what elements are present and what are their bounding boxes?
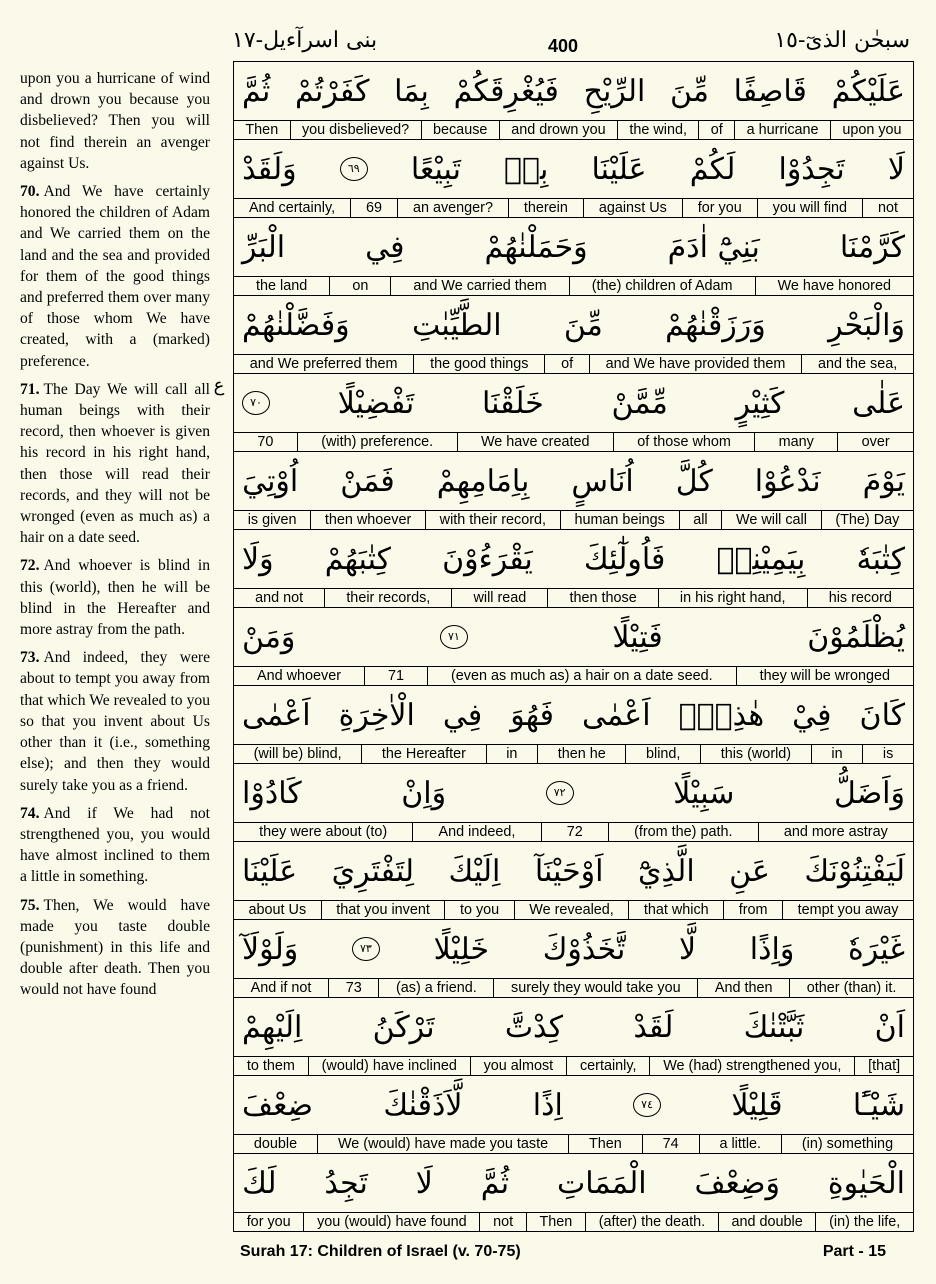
arabic-word: كُلَّ — [675, 463, 713, 499]
verse-row — [234, 686, 913, 764]
english-gloss: will read — [452, 589, 548, 607]
arabic-word: شَيْـًٔا — [852, 1087, 905, 1123]
arabic-word: غَيْرَهٗ — [847, 931, 905, 967]
english-gloss: and We carried them — [391, 277, 569, 295]
english-gloss: then those — [548, 589, 658, 607]
english-gloss: all — [680, 511, 723, 529]
arabic-word: فِيْ — [792, 697, 832, 733]
english-gloss: other (than) it. — [806, 980, 897, 996]
arabic-word: اَعْمٰى — [581, 697, 651, 733]
english-gloss: therein — [509, 199, 584, 217]
arabic-word: لَّاَذَقْنٰكَ — [383, 1087, 463, 1123]
verse-number: 71. — [20, 380, 40, 398]
ruku-mark — [207, 375, 231, 426]
english-gloss: you disbelieved? — [291, 121, 422, 139]
verse-row — [234, 608, 913, 686]
english-gloss: (the) children of Adam — [570, 277, 756, 295]
english-gloss: (even as much as) a hair on a date seed. — [428, 667, 737, 685]
ruku-letter: ع — [213, 375, 225, 396]
english-gloss: an avenger? — [398, 199, 509, 217]
arabic-word: وَالْبَحْرِ — [828, 307, 905, 343]
header-juz-name: سبحٰن الذیٓ-١٥ — [774, 28, 910, 53]
english-gloss: the Hereafter — [362, 745, 486, 763]
english-gloss-line — [234, 1212, 913, 1231]
arabic-word: فَمَنْ — [340, 463, 395, 499]
english-gloss: not — [480, 1213, 526, 1231]
english-gloss: you almost — [471, 1057, 567, 1075]
arabic-line — [234, 62, 913, 120]
english-gloss: of — [545, 355, 590, 373]
english-gloss: (would) have inclined — [309, 1057, 471, 1075]
arabic-word: اَوْحَيْنَآ — [534, 853, 604, 889]
arabic-line — [234, 452, 913, 510]
arabic-line — [234, 764, 913, 822]
verse-row — [234, 530, 913, 608]
verse-end-marker: ٧١ — [440, 625, 468, 649]
arabic-word: لَّا — [679, 931, 697, 967]
arabic-line — [234, 1154, 913, 1212]
english-gloss: the land — [234, 277, 330, 295]
arabic-word: قَاصِفًا — [733, 73, 807, 109]
arabic-word: مِّمَّنْ — [611, 385, 668, 421]
english-gloss: you will find — [758, 199, 863, 217]
arabic-line — [234, 608, 913, 666]
translation-column — [20, 68, 210, 1008]
verse-number: 73. — [20, 649, 40, 667]
verse-text: And We have certainly honored the children of Adam and We carried them on the land and the sea and provided for them of the good things and preferred them over many of those whom We have created, with a (marked) preference. — [20, 183, 210, 370]
english-gloss: blind, — [626, 745, 701, 763]
arabic-word: يَقْرَءُوْنَ — [442, 541, 533, 577]
arabic-word: ثُمَّ — [480, 1165, 510, 1201]
verse-text: And if We had not strengthened you, you would have almost inclined to them a little in something. — [20, 804, 210, 886]
arabic-word: مِّنَ — [563, 307, 603, 343]
translation-verse — [20, 803, 210, 888]
arabic-word: الْحَيٰوةِ — [827, 1165, 905, 1201]
verse-row — [234, 998, 913, 1076]
verse-end-marker: ٧٢ — [546, 781, 574, 805]
english-gloss: 73 — [329, 979, 379, 997]
arabic-word: تَّخَذُوْكَ — [542, 931, 626, 967]
english-gloss: 70 — [234, 433, 298, 451]
english-gloss: many — [755, 433, 838, 451]
english-gloss: in his right hand, — [659, 589, 808, 607]
arabic-line — [234, 140, 913, 198]
english-gloss: then he — [538, 745, 626, 763]
arabic-word: الْاٰخِرَةِ — [338, 697, 415, 733]
verse-row — [234, 296, 913, 374]
english-gloss-line — [234, 510, 913, 529]
arabic-word: تَرْكَنُ — [372, 1009, 435, 1045]
arabic-word: وَمَنْ — [242, 619, 296, 655]
english-gloss-line — [234, 1056, 913, 1075]
arabic-word: بِهٖ — [504, 151, 549, 187]
arabic-word: ضِعْفَ — [242, 1087, 314, 1123]
arabic-word: فِي — [442, 697, 483, 733]
arabic-word: تَبِيْعًا — [410, 151, 461, 187]
verse-number: 75. — [20, 896, 40, 914]
translation-verse — [20, 555, 210, 640]
arabic-word: اُنَاسٍ — [571, 463, 634, 499]
english-gloss: 74 — [643, 1135, 700, 1153]
english-gloss: this (world) — [701, 745, 812, 763]
english-gloss: in — [812, 745, 864, 763]
arabic-word: الْمَمَاتِ — [557, 1165, 647, 1201]
arabic-line — [234, 920, 913, 978]
translation-verse — [20, 895, 210, 1001]
arabic-word: لَكُمْ — [689, 151, 736, 187]
arabic-word: فَاُولٰٓئِكَ — [583, 541, 666, 577]
arabic-word: اِلَيْهِمْ — [242, 1009, 303, 1045]
arabic-word: كَانَ — [859, 697, 905, 733]
arabic-word: لَا — [415, 1165, 433, 1201]
english-gloss: And if not — [234, 979, 329, 997]
arabic-word: فَيُغْرِقَكُمْ — [453, 73, 559, 109]
arabic-line — [234, 530, 913, 588]
arabic-word: ثَبَّتْنٰكَ — [743, 1009, 805, 1045]
english-gloss: 69 — [351, 199, 398, 217]
arabic-word: يَوْمَ — [862, 463, 905, 499]
arabic-word: اِذًا — [532, 1087, 563, 1123]
arabic-word: وَلَقَدْ — [242, 151, 297, 187]
arabic-word: فَهُوَ — [510, 697, 554, 733]
verse-number: 70. — [20, 183, 40, 201]
arabic-word: الطَّيِّبٰتِ — [411, 307, 502, 343]
arabic-line — [234, 842, 913, 900]
arabic-line — [234, 1076, 913, 1134]
english-gloss: and drown you — [500, 121, 618, 139]
english-gloss: their records, — [325, 589, 452, 607]
english-gloss-line — [234, 744, 913, 763]
arabic-word: الَّذِيْٓ — [637, 853, 695, 889]
arabic-word: مِّنَ — [670, 73, 709, 109]
english-gloss: (after) the death. — [586, 1213, 719, 1231]
english-gloss: tempt you away — [797, 902, 899, 918]
arabic-word: اَعْمٰى — [242, 697, 311, 733]
english-gloss: Then — [234, 121, 291, 139]
verse-row — [234, 218, 913, 296]
translation-verse — [20, 379, 210, 549]
english-gloss: and not — [234, 589, 325, 607]
arabic-word: وَاَضَلُّ — [833, 775, 905, 811]
verse-row — [234, 452, 913, 530]
arabic-word: اِلَيْكَ — [448, 853, 501, 889]
arabic-word: وَلَا — [242, 541, 274, 577]
english-gloss: the wind, — [618, 121, 699, 139]
english-gloss: human beings — [561, 511, 680, 529]
header-surah-name: بنی اسرآءیل-١٧ — [232, 28, 378, 53]
english-gloss: over — [861, 434, 890, 450]
english-gloss: 72 — [542, 823, 609, 841]
english-gloss: a little. — [700, 1135, 782, 1153]
english-gloss: from — [724, 901, 783, 919]
verse-number: 72. — [20, 557, 40, 575]
english-gloss: a hurricane — [735, 121, 831, 139]
english-gloss: And then — [698, 979, 790, 997]
english-gloss-line — [234, 978, 913, 997]
arabic-line — [234, 218, 913, 276]
english-gloss: the good things — [414, 355, 545, 373]
arabic-word: تَجِدُ — [324, 1165, 368, 1201]
arabic-word: الْبَرِّ — [242, 229, 286, 265]
arabic-word: وَاِنْ — [401, 775, 447, 811]
arabic-word: بَنِيْٓ اٰدَمَ — [667, 229, 760, 265]
translation-verse — [20, 647, 210, 795]
arabic-word: لَا — [887, 151, 905, 187]
english-gloss: in — [487, 745, 539, 763]
arabic-word: يُظْلَمُوْنَ — [807, 619, 905, 655]
english-gloss: double — [234, 1135, 318, 1153]
arabic-word: بِيَمِيْنِهٖ — [716, 541, 806, 577]
arabic-word: خَلَقْنَا — [481, 385, 544, 421]
arabic-word: وَفَضَّلْنٰهُمْ — [242, 307, 350, 343]
english-gloss: on — [330, 277, 391, 295]
english-gloss: and the sea, — [817, 356, 898, 372]
english-gloss: his record — [828, 590, 892, 606]
verse-row — [234, 374, 913, 452]
english-gloss: (from the) path. — [609, 823, 759, 841]
english-gloss: of those whom — [614, 433, 755, 451]
english-gloss: you (would) have found — [304, 1213, 480, 1231]
arabic-word: لَقَدْ — [633, 1009, 674, 1045]
arabic-word: كِدْتَّ — [504, 1009, 564, 1045]
arabic-word: سَبِيْلًا — [673, 775, 735, 811]
verse-end-marker: ٧٤ — [633, 1093, 661, 1117]
arabic-word: تَجِدُوْا — [778, 151, 845, 187]
arabic-word: فَتِيْلًا — [612, 619, 663, 655]
english-gloss: We (had) strengthened you, — [650, 1057, 855, 1075]
arabic-word: تَفْضِيْلًا — [337, 385, 415, 421]
arabic-word: وَرَزَقْنٰهُمْ — [665, 307, 766, 343]
verse-end-marker: ٧٠ — [242, 391, 270, 415]
english-gloss: We (would) have made you taste — [318, 1135, 569, 1153]
english-gloss: that which — [629, 901, 724, 919]
english-gloss: (as) a friend. — [379, 979, 494, 997]
english-gloss: to them — [234, 1057, 309, 1075]
arabic-word: كَادُوْا — [242, 775, 302, 811]
english-gloss-line — [234, 432, 913, 451]
verse-text: And indeed, they were about to tempt you away from that which We revealed to you so that you invent about Us other than it (i.e., something else); and then they would surely take you as a friend. — [20, 649, 210, 794]
english-gloss: Then — [569, 1135, 643, 1153]
arabic-word: كِتٰبَهٗ — [856, 541, 905, 577]
english-gloss: Then — [527, 1213, 586, 1231]
english-gloss: of — [699, 121, 735, 139]
english-gloss: (with) preference. — [298, 433, 458, 451]
english-gloss-line — [234, 822, 913, 841]
english-gloss: they were about (to) — [234, 823, 413, 841]
verse-text: And whoever is blind in this (world), then he will be blind in the Hereafter and more astray from the path. — [20, 557, 210, 639]
verse-row — [234, 62, 913, 140]
verse-row — [234, 842, 913, 920]
arabic-word: عَلَيْكُمْ — [831, 73, 905, 109]
footer-title: Surah 17: Children of Israel (v. 70-75) — [240, 1243, 521, 1260]
verse-text: The Day We will call all human beings with their record, then whoever is given his record in his right hand, then those will read their records, and they will not be wronged (even as much as) a hair on a date seed. — [20, 380, 210, 547]
english-gloss: surely they would take you — [494, 979, 698, 997]
english-gloss-line — [234, 198, 913, 217]
english-gloss: upon you — [842, 122, 902, 138]
english-gloss: We revealed, — [515, 901, 630, 919]
english-gloss: is given — [234, 511, 311, 529]
english-gloss: (The) Day — [835, 512, 900, 528]
english-gloss: And certainly, — [234, 199, 351, 217]
arabic-line — [234, 296, 913, 354]
english-gloss: (in) the life, — [829, 1214, 901, 1230]
arabic-word: قَلِيْلًا — [731, 1087, 783, 1123]
english-gloss: and more astray — [783, 824, 888, 840]
arabic-word: نَدْعُوْا — [754, 463, 821, 499]
verse-row — [234, 1076, 913, 1154]
arabic-word: كَفَرْتُمْ — [295, 73, 370, 109]
english-gloss: is — [882, 746, 894, 762]
english-gloss-line — [234, 1134, 913, 1153]
word-by-word-grid — [233, 61, 914, 1232]
arabic-line — [234, 686, 913, 744]
english-gloss: for you — [234, 1213, 304, 1231]
verse-row — [234, 1154, 913, 1232]
translation-verse — [20, 181, 210, 372]
arabic-word: خَلِيْلًا — [433, 931, 490, 967]
arabic-word: بِاِمَامِهِمْ — [436, 463, 530, 499]
english-gloss: certainly, — [567, 1057, 650, 1075]
english-gloss: then whoever — [311, 511, 426, 529]
arabic-word: فِي — [365, 229, 405, 265]
arabic-word: لَيَفْتِنُوْنَكَ — [804, 853, 905, 889]
arabic-word: وَلَوْلَآ — [242, 931, 299, 967]
english-gloss: We have honored — [777, 278, 891, 294]
english-gloss: (will be) blind, — [234, 745, 362, 763]
english-gloss-line — [234, 354, 913, 373]
verse-row — [234, 920, 913, 998]
arabic-word: هٰذِهٖٓ — [678, 697, 765, 733]
english-gloss: because — [422, 121, 500, 139]
english-gloss: 71 — [365, 667, 428, 685]
arabic-word: الرِّيْحِ — [583, 73, 646, 109]
english-gloss: And whoever — [234, 667, 365, 685]
arabic-word: لِتَفْتَرِيَ — [331, 853, 415, 889]
footer-part: Part - 15 — [822, 1243, 886, 1260]
arabic-word: عَنِ — [729, 853, 770, 889]
verse-row — [234, 764, 913, 842]
arabic-word: وَاِذًا — [749, 931, 795, 967]
english-gloss-line — [234, 900, 913, 919]
english-gloss: [that] — [868, 1058, 901, 1074]
english-gloss: We have created — [458, 433, 614, 451]
arabic-line — [234, 998, 913, 1056]
verse-number: 74. — [20, 804, 40, 822]
english-gloss: We will call — [722, 511, 821, 529]
english-gloss: and double — [719, 1213, 817, 1231]
arabic-word: عَلَيْنَا — [591, 151, 647, 187]
arabic-word: كَثِيْرٍ — [735, 385, 785, 421]
english-gloss-line — [234, 276, 913, 295]
arabic-word: ثُمَّ — [242, 73, 271, 109]
arabic-word: عَلَيْنَا — [242, 853, 298, 889]
english-gloss: that you invent — [322, 901, 446, 919]
english-gloss-line — [234, 120, 913, 139]
english-gloss: with their record, — [426, 511, 561, 529]
arabic-word: كَرَّمْنَا — [839, 229, 905, 265]
english-gloss: for you — [683, 199, 758, 217]
verse-end-marker: ٧٣ — [352, 937, 380, 961]
arabic-word: بِمَا — [394, 73, 429, 109]
english-gloss: against Us — [584, 199, 683, 217]
arabic-word: عَلٰى — [852, 385, 905, 421]
verse-row — [234, 140, 913, 218]
verse-end-marker: ٦٩ — [340, 157, 368, 181]
english-gloss: (in) something — [801, 1136, 894, 1152]
english-gloss: And indeed, — [413, 823, 541, 841]
arabic-word: لَكَ — [242, 1165, 277, 1201]
verse-text: upon you a hurricane of wind and drown you because you disbelieved? Then you will not find therein an avenger against Us. — [20, 70, 210, 172]
arabic-word: وَضِعْفَ — [694, 1165, 780, 1201]
arabic-word: وَحَمَلْنٰهُمْ — [484, 229, 588, 265]
english-gloss: to you — [445, 901, 514, 919]
english-gloss-line — [234, 588, 913, 607]
arabic-word: كِتٰبَهُمْ — [324, 541, 391, 577]
english-gloss: and We preferred them — [234, 355, 414, 373]
page-number: 400 — [548, 36, 579, 56]
verse-text: Then, We would have made you taste double (punishment) in this life and double after death. Then you would not have found — [20, 896, 210, 999]
english-gloss-line — [234, 666, 913, 685]
translation-verse — [20, 68, 210, 174]
arabic-word: اُوْتِيَ — [242, 463, 299, 499]
english-gloss: and We have provided them — [590, 355, 802, 373]
arabic-word: اَنْ — [874, 1009, 905, 1045]
english-gloss: they will be wronged — [759, 668, 890, 684]
english-gloss: not — [877, 200, 898, 216]
english-gloss: about Us — [234, 901, 322, 919]
arabic-line — [234, 374, 913, 432]
